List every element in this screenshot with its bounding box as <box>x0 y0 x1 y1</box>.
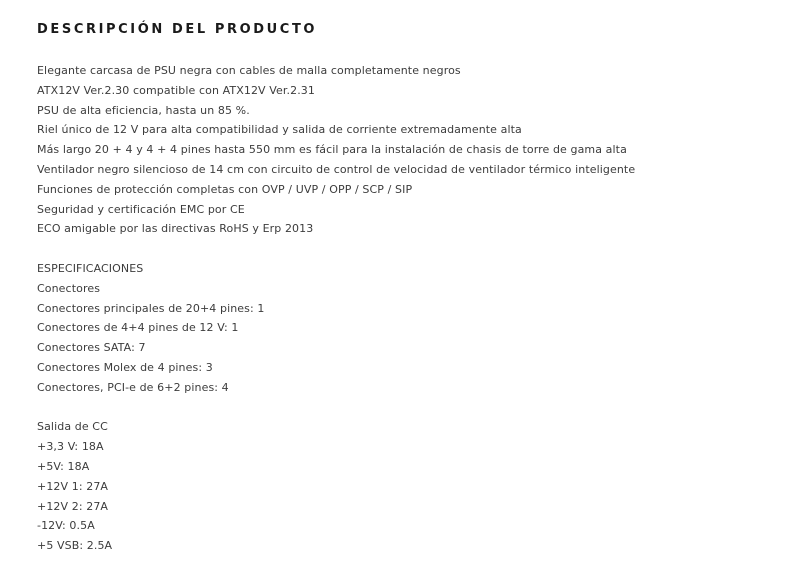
feature-line: Seguridad y certificación EMC por CE <box>37 202 245 216</box>
rail-line: +5V: 18A <box>37 459 90 473</box>
specs-heading: ESPECIFICACIONES <box>37 261 144 275</box>
connector-line: Conectores, PCI-e de 6+2 pines: 4 <box>37 380 229 394</box>
feature-line: PSU de alta eficiencia, hasta un 85 %. <box>37 103 250 117</box>
connectors-subheading: Conectores <box>37 281 101 295</box>
feature-line: Más largo 20 + 4 y 4 + 4 pines hasta 550 mm es fácil para la instalación de chasis de torre de gama alta <box>37 143 627 157</box>
connector-line: Conectores Molex de 4 pines: 3 <box>37 360 213 374</box>
rail-line: +12V 1: 27A <box>37 479 109 493</box>
feature-line: Riel único de 12 V para alta compatibilidad y salida de corriente extremadamente alta <box>37 123 522 137</box>
spacer <box>37 239 635 259</box>
description-lines <box>37 61 635 556</box>
rail-line: -12V: 0.5A <box>37 519 95 533</box>
feature-line: Elegante carcasa de PSU negra con cables de malla completamente negros <box>37 64 461 77</box>
feature-line: Funciones de protección completas con OVP / UVP / OPP / SCP / SIP <box>37 182 413 196</box>
spacer <box>37 398 635 418</box>
rail-line: +3,3 V: 18A <box>37 440 104 454</box>
feature-line: ATX12V Ver.2.30 compatible con ATX12V Ver.2.31 <box>37 83 315 97</box>
rail-line: +12V 2: 27A <box>37 499 109 513</box>
section-title: DESCRIPCIÓN DEL PRODUCTO <box>37 22 318 37</box>
connector-line: Conectores principales de 20+4 pines: 1 <box>37 301 265 315</box>
feature-line: ECO amigable por las directivas RoHS y Erp 2013 <box>37 222 314 236</box>
feature-line: Ventilador negro silencioso de 14 cm con circuito de control de velocidad de ventilador térmico inteligente <box>37 162 636 176</box>
rail-line: +5 VSB: 2.5A <box>37 539 113 553</box>
connector-line: Conectores SATA: 7 <box>37 341 146 355</box>
dc-output-heading: Salida de CC <box>37 420 108 434</box>
connector-line: Conectores de 4+4 pines de 12 V: 1 <box>37 321 239 335</box>
